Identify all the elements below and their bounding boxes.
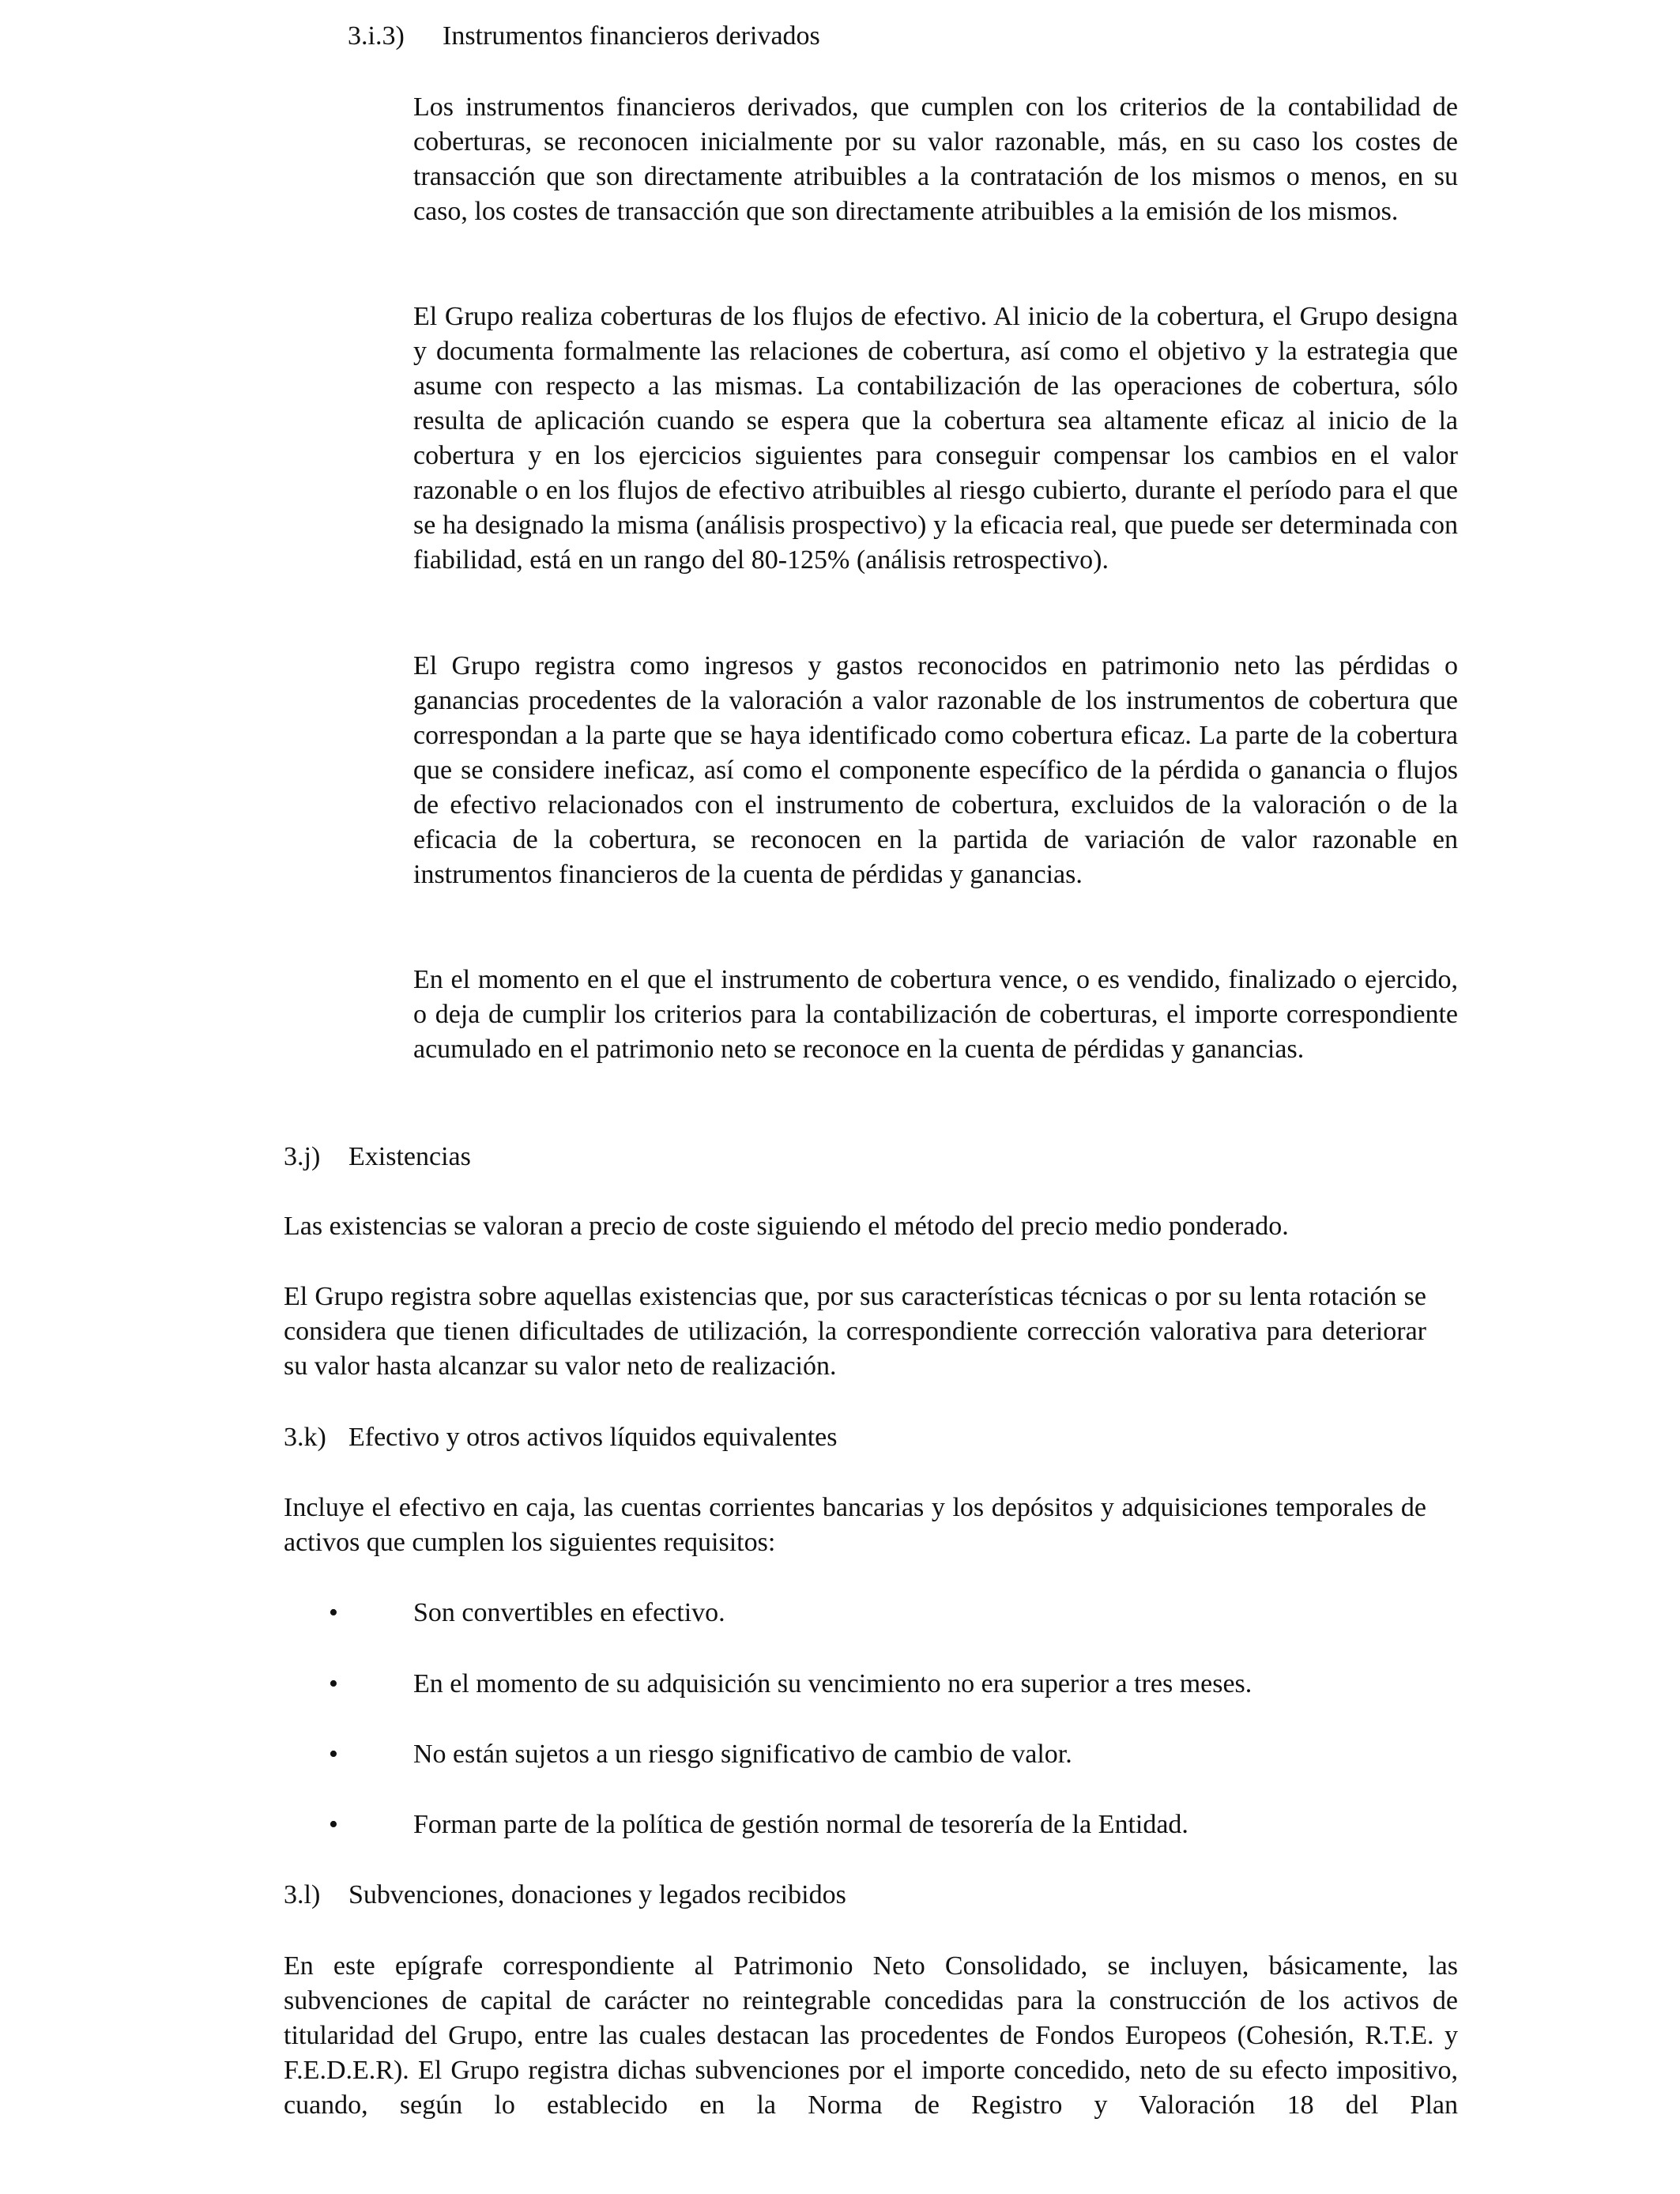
paragraph-3j-1 — [284, 1209, 1458, 1244]
section-number: 3.k) — [284, 1423, 326, 1452]
paragraph-text: En este epígrafe correspondiente al Patrimonio Neto Consolidado, se incluyen, básicamente, las subvenciones de capital de carácter no reintegrable concedidas para la construcción de los activos de titularidad del Grupo, entre las cuales destacan las procedentes de Fondos Europeos (Cohesión, R.T.E. y F.E.D.E.R). El Grupo registra dichas subvenciones por el importe concedido, neto de su efecto impositivo, cuando, según lo establecido en la Norma de Registro y Valoración 18 del Plan — [284, 1951, 1458, 2120]
section-title: Existencias — [348, 1142, 471, 1171]
section-heading-3i3 — [348, 19, 820, 54]
list-item-text: En el momento de su adquisición su vencimiento no era superior a tres meses. — [413, 1669, 1252, 1698]
paragraph-3l-1 — [284, 1949, 1458, 2123]
paragraph-3k-intro — [284, 1491, 1426, 1560]
section-title: Subvenciones, donaciones y legados recibidos — [348, 1880, 846, 1909]
section-number: 3.l) — [284, 1880, 321, 1909]
paragraph-3i3-2 — [413, 300, 1458, 578]
paragraph-3i3-3 — [413, 649, 1458, 892]
paragraph-3i3-1 — [413, 90, 1458, 229]
section-heading-3j — [284, 1140, 471, 1174]
bullet-icon: • — [329, 1669, 338, 1698]
paragraph-3i3-4 — [413, 963, 1458, 1067]
section-number: 3.j) — [284, 1142, 321, 1171]
list-item — [0, 1596, 1680, 1630]
bullet-icon: • — [329, 1810, 338, 1839]
section-title: Efectivo y otros activos líquidos equivalentes — [348, 1423, 838, 1452]
list-item — [0, 1667, 1680, 1702]
paragraph-text: El Grupo registra como ingresos y gastos reconocidos en patrimonio neto las pérdidas o ganancias procedentes de la valoración a valor razonable de los instrumentos de cobertura que correspondan a la parte que se haya identificado como cobertura eficaz. La parte de la cobertura que se considere ineficaz, así como el componente específico de la pérdida o ganancia o flujos de efectivo relacionados con el instrumento de cobertura, excluidos de la valoración o de la eficacia de la cobertura, se reconocen en la partida de variación de valor razonable en instrumentos financieros de la cuenta de pérdidas y ganancias. — [413, 651, 1458, 889]
section-heading-3l — [284, 1878, 846, 1913]
section-number: 3.i.3) — [348, 21, 405, 51]
list-item-text: No están sujetos a un riesgo significativo de cambio de valor. — [413, 1740, 1072, 1769]
list-item — [0, 1737, 1680, 1772]
list-item-text: Son convertibles en efectivo. — [413, 1598, 725, 1627]
paragraph-3j-2 — [284, 1280, 1426, 1384]
list-item — [0, 1808, 1680, 1842]
list-item-text: Forman parte de la política de gestión normal de tesorería de la Entidad. — [413, 1810, 1188, 1839]
bullet-icon: • — [329, 1598, 338, 1627]
bullet-icon: • — [329, 1740, 338, 1769]
paragraph-text: Incluye el efectivo en caja, las cuentas corrientes bancarias y los depósitos y adquisiciones temporales de activos que cumplen los siguientes requisitos: — [284, 1493, 1426, 1557]
paragraph-text: En el momento en el que el instrumento de cobertura vence, o es vendido, finalizado o ejercido, o deja de cumplir los criterios para la contabilización de coberturas, el importe correspondiente acumulado en el patrimonio neto se reconoce en la cuenta de pérdidas y ganancias. — [413, 965, 1458, 1064]
section-heading-3k — [284, 1420, 837, 1455]
paragraph-text: Las existencias se valoran a precio de coste siguiendo el método del precio medio ponderado. — [284, 1212, 1289, 1241]
paragraph-text: El Grupo realiza coberturas de los flujos de efectivo. Al inicio de la cobertura, el Grupo designa y documenta formalmente las relaciones de cobertura, así como el objetivo y la estrategia que asume con respecto a las mismas. La contabilización de las operaciones de cobertura, sólo resulta de aplicación cuando se espera que la cobertura sea altamente eficaz al inicio de la cobertura y en los ejercicios siguientes para conseguir compensar los cambios en el valor razonable o en los flujos de efectivo atribuibles al riesgo cubierto, durante el período para el que se ha designado la misma (análisis prospectivo) y la eficacia real, que puede ser determinada con fiabilidad, está en un rango del 80-125% (análisis retrospectivo). — [413, 302, 1458, 575]
paragraph-text: El Grupo registra sobre aquellas existencias que, por sus características técnicas o por su lenta rotación se considera que tienen dificultades de utilización, la correspondiente corrección valorativa para deteriorar su valor hasta alcanzar su valor neto de realización. — [284, 1282, 1426, 1381]
section-title: Instrumentos financieros derivados — [443, 21, 820, 51]
paragraph-text: Los instrumentos financieros derivados, que cumplen con los criterios de la contabilidad de coberturas, se reconocen inicialmente por su valor razonable, más, en su caso los costes de transacción que son directamente atribuibles a la contratación de los mismos o menos, en su caso, los costes de transacción que son directamente atribuibles a la emisión de los mismos. — [413, 92, 1458, 226]
